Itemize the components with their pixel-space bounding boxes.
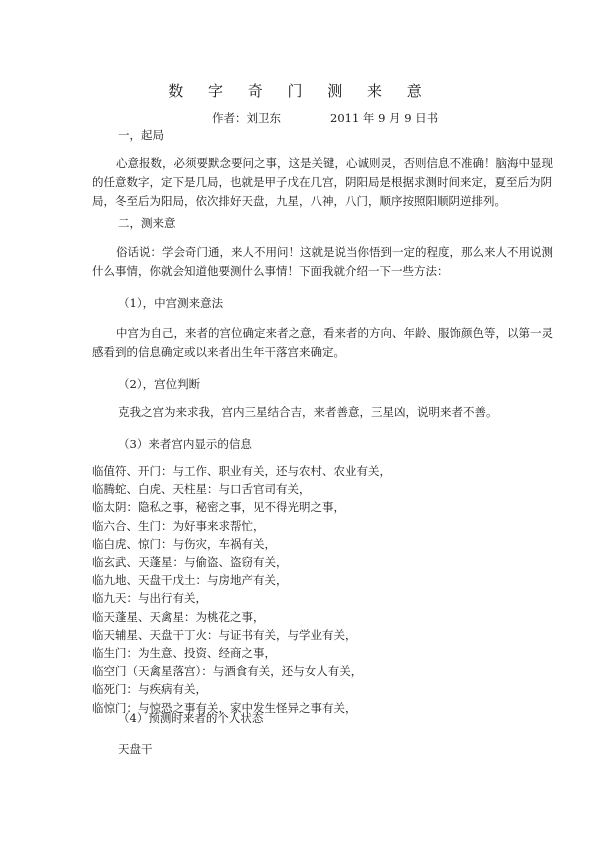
section2-paragraph — [92, 243, 553, 281]
section1-paragraph — [92, 154, 553, 211]
sub1-line: 中宫为自己，来者的宫位确定来者之意，看来者的方向、年龄、服饰颜色等，以第一灵 — [116, 326, 553, 340]
list-item: 临九天：与出行有关， — [92, 591, 207, 606]
section2-line: 俗话说：学会奇门通，来人不用问！这就是说当你悟到一定的程度，那么来人不用说测 — [116, 245, 553, 259]
list-item: 临玄武、天蓬星：与偷盗、盗窃有关， — [92, 555, 288, 570]
list-item: 临死门：与疾病有关， — [92, 682, 207, 697]
list-item: 临六合、生门：为好事来求帮忙， — [92, 518, 265, 533]
section1-line: 的任意数字，定下是几局，也就是甲子戊在几宫，阴阳局是根据求测时间来定，夏至后为阴 — [92, 175, 552, 189]
date: 2011 年 9 月 9 日书 — [330, 111, 439, 125]
list-item: 临惊门：与惊恐之事有关，家中发生怪异之事有关， — [92, 700, 357, 715]
sub1-line: 感看到的信息确定或以来者出生年干落宫来确定。 — [92, 345, 345, 359]
list-item: 临九地、天盘干戊土：与房地产有关， — [92, 573, 288, 588]
list-item: 临值符、开门：与工作、职业有关，还与农村、农业有关， — [92, 464, 391, 478]
sub2-line: 克我之宫为来求我，宫内三星结合吉，来者善意，三星凶，说明来者不善。 — [118, 405, 498, 419]
list-item: 临天蓬星、天禽星：为桃花之事， — [92, 609, 265, 624]
list-item: 临太阴：隐私之事，秘密之事，见不得光明之事， — [92, 500, 345, 515]
sub4-line: 天盘干 — [118, 742, 153, 756]
section2-line: 什么事情，你就会知道他要测什么事情！下面我就介绍一下一些方法： — [92, 264, 449, 278]
sub2-heading: （2），宫位判断 — [118, 377, 201, 391]
section2-heading: 二，测来意 — [118, 216, 176, 230]
list-item: 临白虎、惊门：与伤灾，车祸有关， — [92, 536, 276, 551]
byline — [212, 110, 532, 126]
sub1-heading: （1），中宫测来意法 — [118, 296, 224, 310]
author: 作者：刘卫东 — [212, 111, 281, 125]
list-item: 临空门（天禽星落宫）：与酒食有关，还与女人有关， — [92, 664, 363, 679]
info-list — [92, 462, 391, 717]
sub4-heading: （4）预测时来者的个人状态 — [118, 711, 264, 725]
list-item: 临天辅星、天盘干丁火：与证书有关，与学业有关， — [92, 627, 357, 642]
section1-line: 局，冬至后为阳局，依次排好天盘，九星，八神，八门，顺序按照阳顺阴逆排列。 — [92, 194, 506, 208]
list-item: 临生门：为生意、投资、经商之事， — [92, 646, 276, 661]
list-item: 临腾蛇、白虎、天柱星：与口舌官司有关， — [92, 482, 311, 497]
sub3-heading: （3）来者宫内显示的信息 — [118, 437, 252, 451]
section1-heading: 一，起局 — [118, 128, 164, 142]
section1-line: 心意报数，必须要默念要问之事，这是关键，心诚则灵，否则信息不准确！脑海中显现 — [116, 156, 553, 170]
sub1-paragraph — [92, 324, 553, 362]
document-title: 数 字 奇 门 测 来 意 — [168, 82, 432, 100]
